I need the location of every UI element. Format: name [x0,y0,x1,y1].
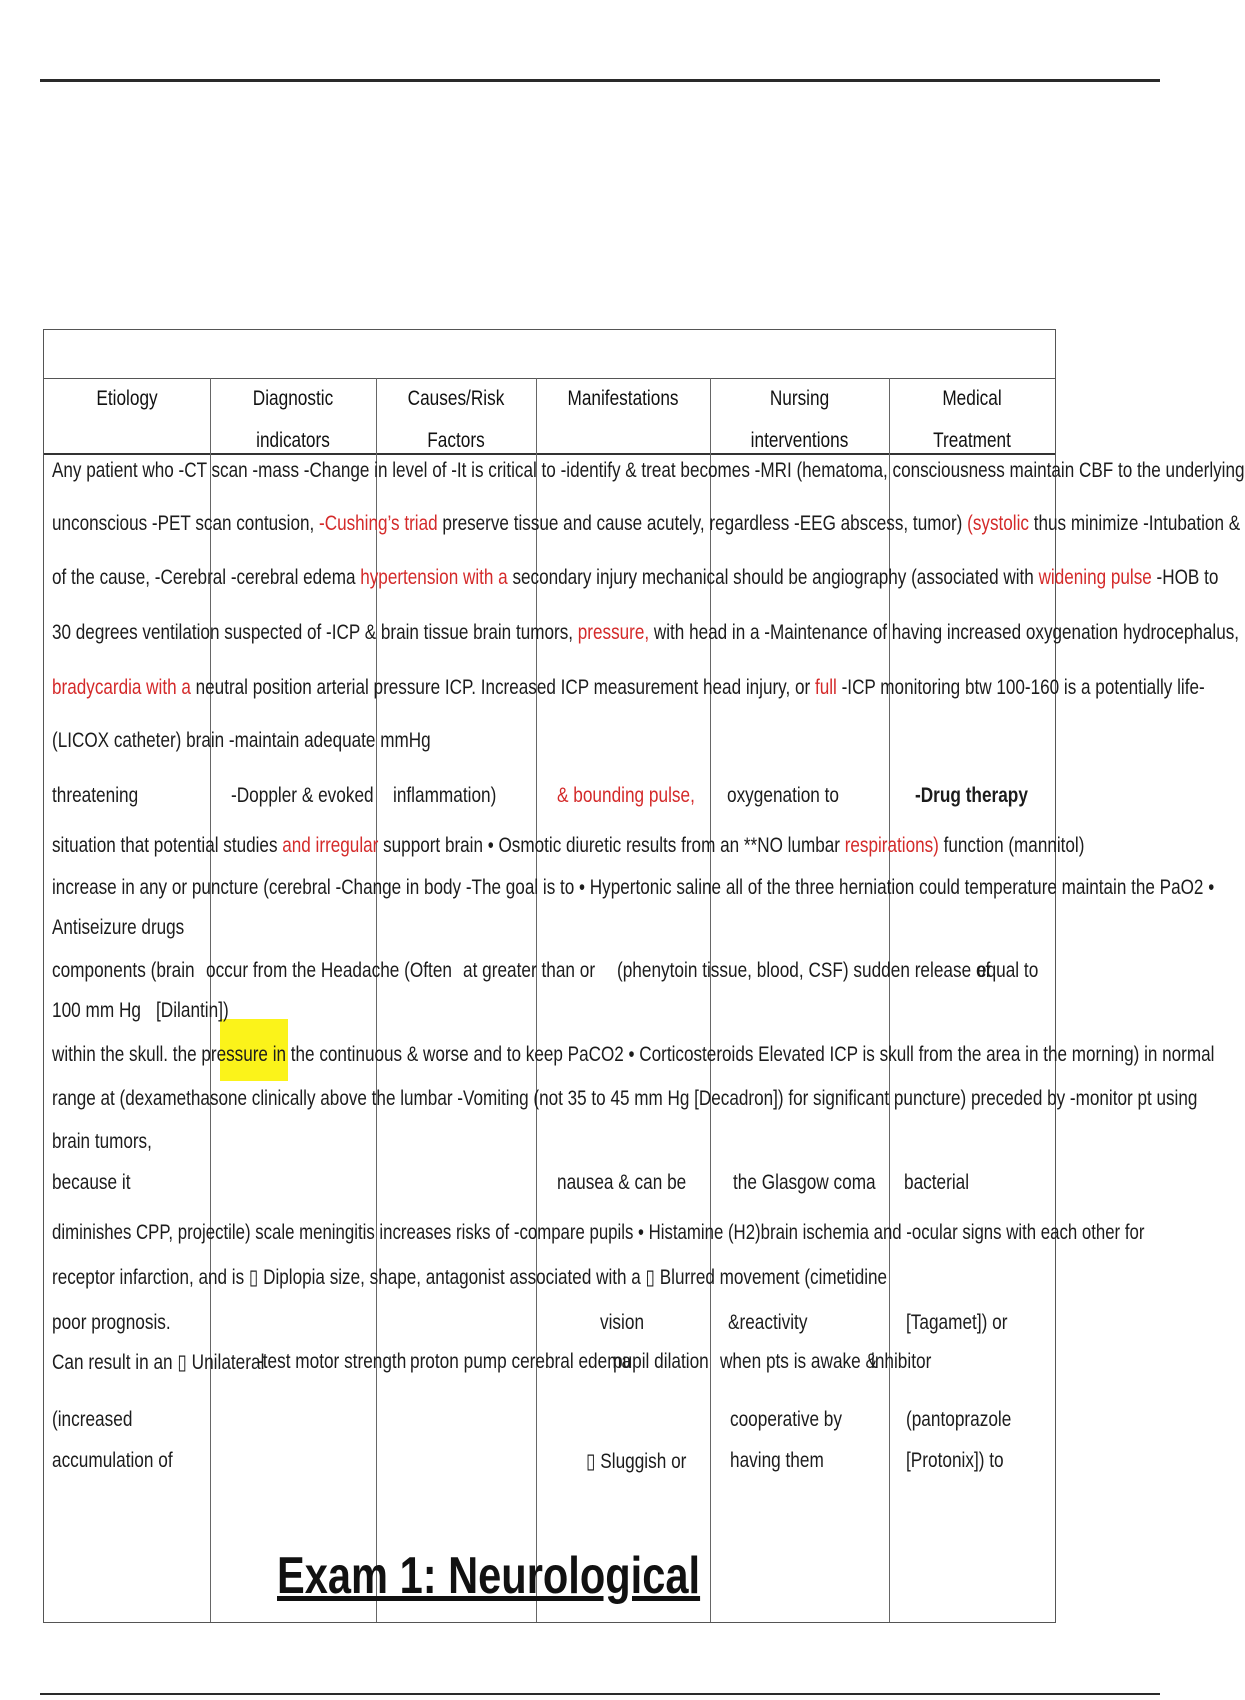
text-fragment: -Drug therapy [915,784,1028,807]
text-line: range at (dexamethasone clinically above the lumbar -Vomiting (not 35 to 45 mm Hg [Decadron]) for significant puncture) preceded by -monitor pt using [52,1087,1198,1110]
text-fragment: poor prognosis. [52,1311,171,1334]
text-fragment: inhibitor [871,1350,932,1373]
text-line: unconscious -PET scan contusion, -Cushing’s triad preserve tissue and cause acutely, regardless -EEG abscess, tumor) (systolic thus minimize -Intubation & [52,512,1241,535]
text-line: 30 degrees ventilation suspected of -ICP & brain tissue brain tumors, pressure, with head in a -Maintenance of having increased oxygenation hydrocephalus, [52,621,1240,644]
column-divider [376,378,377,1622]
col-header-etiology: Etiology [96,387,158,410]
text-fragment: because it [52,1171,131,1194]
text-fragment: at greater than or [463,959,596,982]
text-fragment: proton pump cerebral edema [410,1350,632,1373]
table-header-row [44,378,1055,455]
text-fragment: having them [730,1449,824,1472]
col-header-causes-risk-factors: Causes/Risk Factors [407,387,505,452]
text-line: diminishes CPP, projectile) scale meningitis increases risks of -compare pupils • Histamine (H2)brain ischemia and -ocular signs with each other for [52,1221,1145,1244]
text-fragment: (pantoprazole [906,1408,1012,1431]
col-header-medical-treatment: Medical Treatment [933,387,1011,452]
text-line: bradycardia with a neutral position arterial pressure ICP. Increased ICP measurement head injury, or full -ICP monitoring btw 100-160 is a potentially life- [52,676,1205,699]
text-fragment: -Doppler & evoked [231,784,374,807]
text-fragment: [Dilantin]) [156,999,229,1022]
text-line: Any patient who -CT scan -mass -Change in level of -It is critical to -identify & treat becomes -MRI (hematoma, consciousness maintain CBF to the underlying [52,459,1245,482]
column-divider [536,378,537,1622]
notes-table [43,329,1245,1623]
column-divider [889,378,890,1622]
text-fragment: [Protonix]) to [906,1449,1004,1472]
text-fragment: occur from the Headache (Often [206,959,452,982]
text-fragment: the Glasgow coma [733,1171,876,1194]
table-title-row [44,330,1055,379]
text-line: of the cause, -Cerebral -cerebral edema hypertension with a secondary injury mechanical should be angiography (associated with widening pulse -HOB to [52,566,1219,589]
text-fragment: [Tagamet]) or [906,1311,1008,1334]
col-header-nursing-interventions: Nursing interventions [750,387,849,452]
text-line: (LICOX catheter) brain -maintain adequate mmHg [52,729,431,752]
text-line: Antiseizure drugs [52,916,185,939]
text-fragment: components (brain [52,959,195,982]
text-fragment: when pts is awake & [720,1350,877,1373]
text-fragment: oxygenation to [727,784,840,807]
text-line: within the skull. the pressure in the continuous & worse and to keep PaCO2 • Corticosteroids Elevated ICP is skull from the area in the morning) in normal [52,1043,1215,1066]
text-fragment: vision [600,1311,645,1334]
document-title: Exam 1: Neurological [277,1547,701,1605]
text-fragment: pupil dilation [613,1350,709,1373]
text-fragment: bacterial [904,1171,970,1194]
text-fragment: Can result in an ▯ Unilateral [52,1351,265,1374]
col-header-manifestations: Manifestations [567,387,679,410]
bottom-rule [40,1693,1160,1695]
text-fragment: & bounding pulse, [557,784,695,807]
text-fragment: equal to [977,959,1039,982]
column-divider [710,378,711,1622]
text-fragment: threatening [52,784,139,807]
text-fragment: 100 mm Hg [52,999,142,1022]
text-fragment: nausea & can be [557,1171,687,1194]
text-line: brain tumors, [52,1130,152,1153]
text-line: situation that potential studies and irregular support brain • Osmotic diuretic results from an **NO lumbar respirations) function (mannitol) [52,834,1085,857]
text-line: receptor infarction, and is ▯ Diplopia size, shape, antagonist associated with a ▯ Blurred movement (cimetidine [52,1266,888,1289]
text-fragment: &reactivity [728,1311,808,1334]
text-line: increase in any or puncture (cerebral -Change in body -The goal is to • Hypertonic saline all of the three herniation could temperature maintain the PaO2 • [52,876,1215,899]
col-header-diagnostic-indicators: Diagnostic indicators [252,387,334,452]
top-rule [40,79,1160,82]
text-fragment: cooperative by [730,1408,843,1431]
text-fragment: accumulation of [52,1449,173,1472]
text-fragment: (increased [52,1408,133,1431]
text-fragment: inflammation) [393,784,497,807]
text-fragment: -test motor strength [257,1350,407,1373]
text-fragment: ▯ Sluggish or [586,1450,687,1473]
text-fragment: (phenytoin tissue, blood, CSF) sudden release of [617,959,991,982]
